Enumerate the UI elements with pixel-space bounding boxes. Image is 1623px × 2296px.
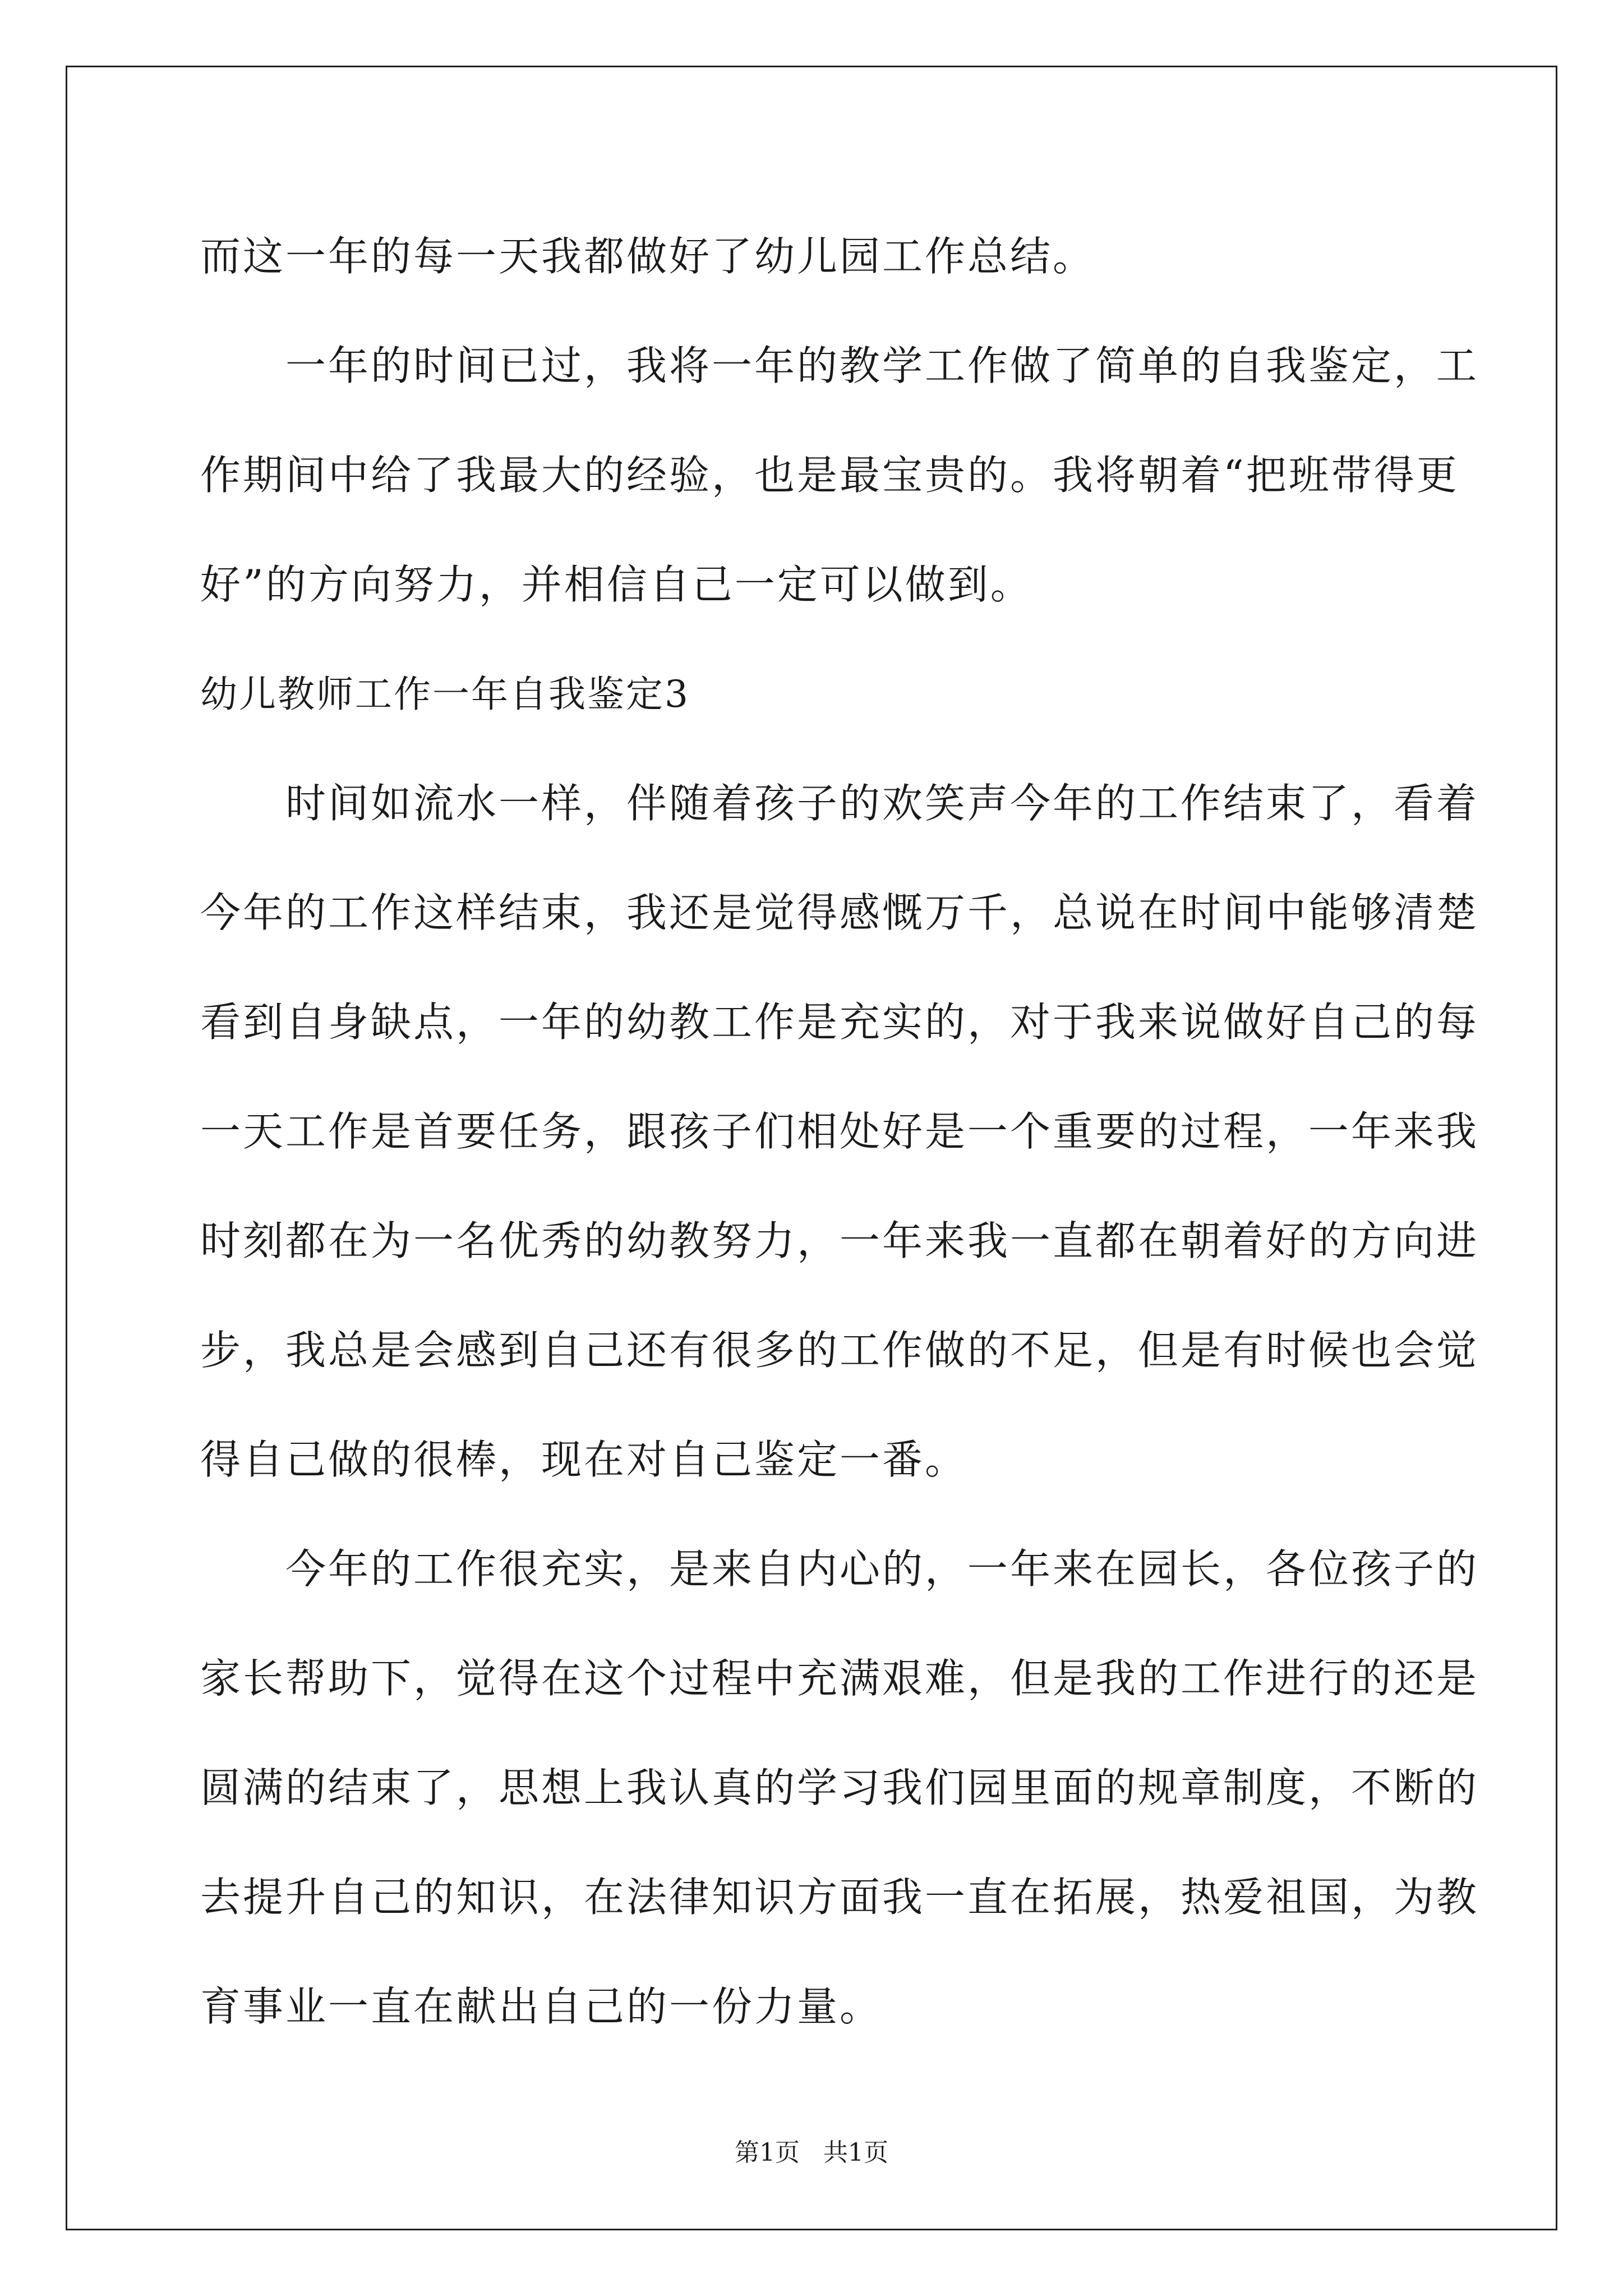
document-body — [200, 202, 1479, 2062]
text-line: 育事业一直在献出自己的一份力量。 — [200, 1983, 883, 2030]
text-line: 一天工作是首要任务，跟孩子们相处好是一个重要的过程，一年来我 — [200, 1108, 1479, 1155]
text-line: 步，我总是会感到自己还有很多的工作做的不足，但是有时候也会觉 — [200, 1327, 1479, 1374]
text-line: 看到自身缺点，一年的幼教工作是充实的，对于我来说做好自己的每 — [200, 999, 1479, 1046]
text-line: 作期间中给了我最大的经验，也是最宝贵的。我将朝着“把班带得更 — [200, 452, 1459, 499]
text-line: 一年的时间已过，我将一年的教学工作做了简单的自我鉴定，工 — [285, 342, 1479, 389]
section-heading: 幼儿教师工作一年自我鉴定3 — [200, 673, 690, 716]
text-line: 今年的工作这样结束，我还是觉得感慨万千，总说在时间中能够清楚 — [200, 889, 1479, 936]
text-line: 去提升自己的知识，在法律知识方面我一直在拓展，热爱祖国，为教 — [200, 1874, 1479, 1921]
text-line: 时间如流水一样，伴随着孩子的欢笑声今年的工作结束了，看着 — [285, 780, 1479, 827]
page-footer: 第1页 共1页 — [735, 2138, 888, 2167]
text-line: 得自己做的很棒，现在对自己鉴定一番。 — [200, 1436, 968, 1483]
text-line: 圆满的结束了，思想上我认真的学习我们园里面的规章制度，不断的 — [200, 1764, 1479, 1811]
text-line: 而这一年的每一天我都做好了幼儿园工作总结。 — [200, 233, 1096, 280]
text-line: 今年的工作很充实，是来自内心的，一年来在园长，各位孩子的 — [285, 1545, 1479, 1593]
text-line: 家长帮助下，觉得在这个过程中充满艰难，但是我的工作进行的还是 — [200, 1655, 1479, 1702]
text-line: 时刻都在为一名优秀的幼教努力，一年来我一直都在朝着好的方向进 — [200, 1217, 1479, 1264]
text-line: 好”的方向努力，并相信自己一定可以做到。 — [200, 561, 1033, 608]
